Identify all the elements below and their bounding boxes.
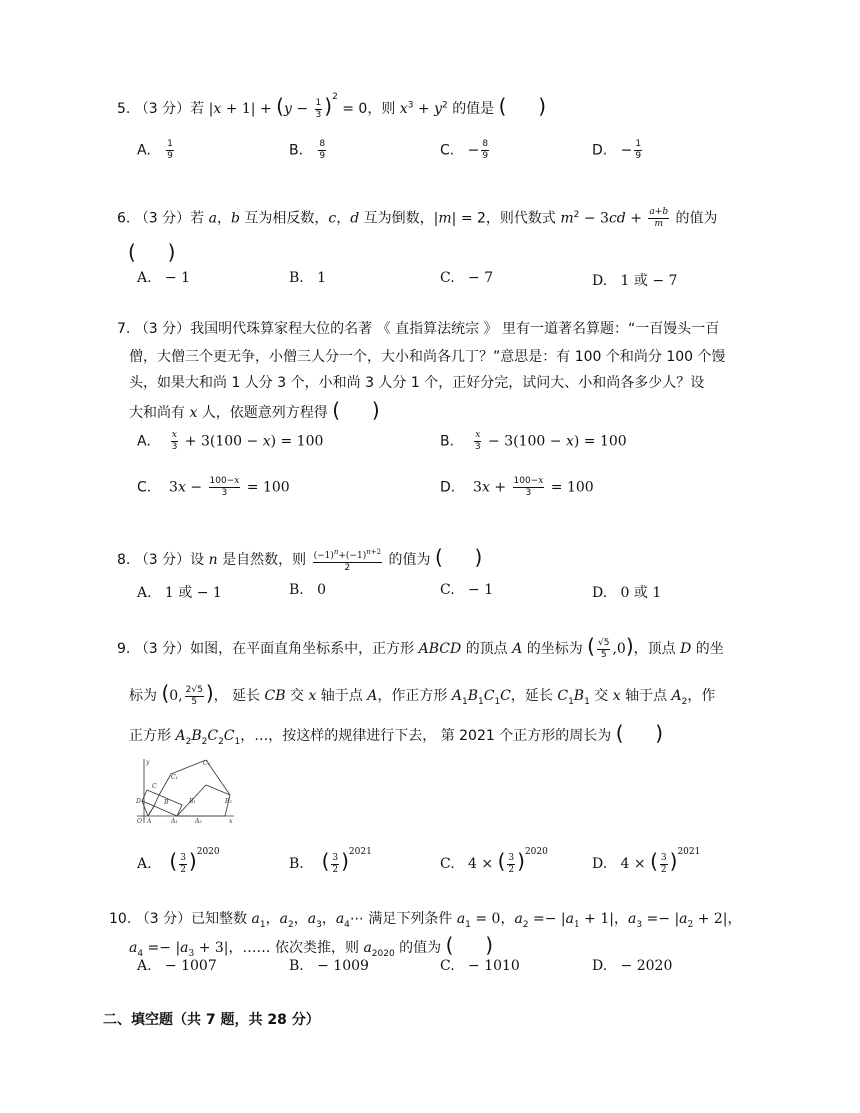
q8-option-d[interactable]: D. 0 或 1 [592, 585, 662, 601]
q7-line-3: 头，如果大和尚 1 人分 3 个，小和尚 3 人分 1 个，正好分完，试问大、小和尚各多少人？设 [129, 375, 705, 391]
q9-line-3: 正方形 $A_2B_2C_2C_1$，…，按这样的规律进行下去， 第 2021 个正方形的周长为 ( ) [129, 721, 664, 747]
fig-label: A [147, 818, 152, 825]
q9-number: 9. [117, 641, 131, 657]
answer-bracket: ( ) [498, 94, 547, 118]
fig-label: B [164, 799, 169, 806]
q7-number: 7. [117, 321, 131, 337]
q6-stem: 6. （3 分）若 a，b 互为相反数，c，d 互为倒数，|m| = 2，则代数式 $m^2 - 3cd$ + $\frac{a+b}{m}$ 的值为 [117, 207, 718, 229]
fig-label: C₁ [171, 774, 178, 781]
q7-option-c[interactable]: C. 3x − $\frac{100-x}{3}$ = 100 [137, 476, 290, 498]
q10-number: 10. [109, 911, 132, 927]
fig-label: O [137, 818, 142, 825]
fig-label: C [152, 783, 157, 790]
fig-label: D [136, 798, 141, 805]
fraction: $\frac{(-1)^n+(-1)^{n+2}}{2}$ [313, 547, 382, 573]
fig-label: A₂ [195, 818, 202, 825]
q6-option-b[interactable]: B. 1 [289, 270, 327, 286]
q7-line-1: 7. （3 分）我国明代珠算家程大位的名著 《 直指算法统宗 》 里有一道著名算题：“一百馒头一百 [117, 321, 720, 337]
q10-line-2: $a_4 =- |a_3 + 3|$，…… 依次类推，则 $a_{2020}$ 的值为 ( ) [129, 933, 494, 959]
q5-number: 5. [117, 101, 131, 117]
q8-stem: 8. （3 分）设 n 是自然数，则 $\frac{(-1)^n+(-1)^{n+2}}{2}$ 的值为 ( ) [117, 545, 483, 573]
q9-figure [133, 757, 236, 825]
q8-option-b[interactable]: B. 0 [289, 582, 327, 598]
fig-label: B₁ [189, 798, 196, 805]
fig-label: x [229, 818, 233, 825]
fraction: $\frac{a+b}{m}$ [649, 207, 669, 229]
fraction: $\frac{1}{3}$ [315, 97, 322, 120]
q6-option-a[interactable]: A. − 1 [137, 270, 191, 286]
answer-bracket: ( ) [434, 545, 483, 569]
fig-label: B₂ [225, 798, 232, 805]
q10-option-a[interactable]: A. − 1007 [137, 958, 217, 974]
answer-bracket: ( ) [332, 398, 380, 422]
section-heading: 二、填空题（共 7 题，共 28 分） [103, 1012, 320, 1028]
q6-number: 6. [117, 210, 131, 227]
q8-number: 8. [117, 552, 131, 568]
q9-option-d[interactable]: D. 4 × ( $\frac{3}{2}$ )$^{2021}$ [592, 847, 701, 875]
q7-option-a[interactable]: A. $\frac{x}{3}$ + 3(100 − x) = 100 [137, 430, 324, 452]
fig-label: A₁ [171, 818, 178, 825]
q10-line-1: 10. （3 分）已知整数 $a_1$，$a_2$，$a_3$，$a_4\cdots$ 满足下列条件 $a_1 = 0$，$a_2 =- |a_1 + 1|$，$a_3 =- |a_2 + 2|$， [109, 911, 742, 930]
q6-option-d[interactable]: D. 1 或 − 7 [592, 273, 678, 289]
q5-tail: 的值是 [452, 101, 495, 117]
q5-option-c[interactable]: C. − $\frac{8}{9}$ [440, 139, 489, 161]
q9-option-b[interactable]: B. ( $\frac{3}{2}$ )$^{2021}$ [289, 847, 372, 875]
q6-option-c[interactable]: C. − 7 [440, 270, 494, 286]
answer-bracket: ( ) [445, 933, 494, 957]
q9-option-c[interactable]: C. 4 × ( $\frac{3}{2}$ )$^{2020}$ [440, 847, 548, 875]
q7-option-b[interactable]: B. $\frac{x}{3}$ − 3(100 − x) = 100 [440, 430, 627, 452]
fig-label: y [146, 759, 150, 766]
q5-score: （3 分）若 [134, 101, 205, 117]
q5-option-a[interactable]: A. $\frac{1}{9}$ [137, 139, 173, 161]
q7-option-d[interactable]: D. 3x + $\frac{100-x}{3}$ = 100 [440, 476, 594, 498]
q8-option-a[interactable]: A. 1 或 − 1 [137, 585, 222, 601]
q7-line-2: 僧，大僧三个更无争，小僧三人分一个，大小和尚各几丁？”意思是：有 100 个和尚分 100 个馒 [129, 349, 726, 365]
q7-line-4: 大和尚有 x 人，依题意列方程得 ( ) [129, 398, 380, 422]
answer-bracket: ( ) [615, 721, 664, 745]
q10-option-b[interactable]: B. − 1009 [289, 958, 369, 974]
q10-option-d[interactable]: D. − 2020 [592, 958, 673, 974]
q6-answer-bracket: ( ) [128, 240, 176, 264]
q9-line-2: 标为 (0, $\frac{2√5}{5}$ )， 延长 CB 交 x 轴于点 A，作正方形 $A_1B_1C_1C$，延长 $C_1B_1$ 交 x 轴于点 $A_2$，作 [129, 681, 716, 707]
q9-option-a[interactable]: A. ( $\frac{3}{2}$ )$^{2020}$ [137, 847, 220, 875]
q9-line-1: 9. （3 分）如图，在平面直角坐标系中，正方形 ABCD 的顶点 A 的坐标为 ( $\frac{√5}{5}$ ,0)，顶点 D 的坐 [117, 634, 724, 660]
q5-stem: 5. （3 分）若 |x + 1| + (y − $\frac{1}{3}$ )$^2$ = 0，则 $x^3 + y^2$ 的值是 ( ) [117, 92, 547, 120]
q8-option-c[interactable]: C. − 1 [440, 582, 494, 598]
q5-option-d[interactable]: D. − $\frac{1}{9}$ [592, 139, 642, 161]
q5-cond-end: = 0，则 [342, 101, 396, 117]
q10-option-c[interactable]: C. − 1010 [440, 958, 520, 974]
q5-option-b[interactable]: B. $\frac{8}{9}$ [289, 139, 326, 161]
fig-label: C₂ [203, 760, 210, 767]
